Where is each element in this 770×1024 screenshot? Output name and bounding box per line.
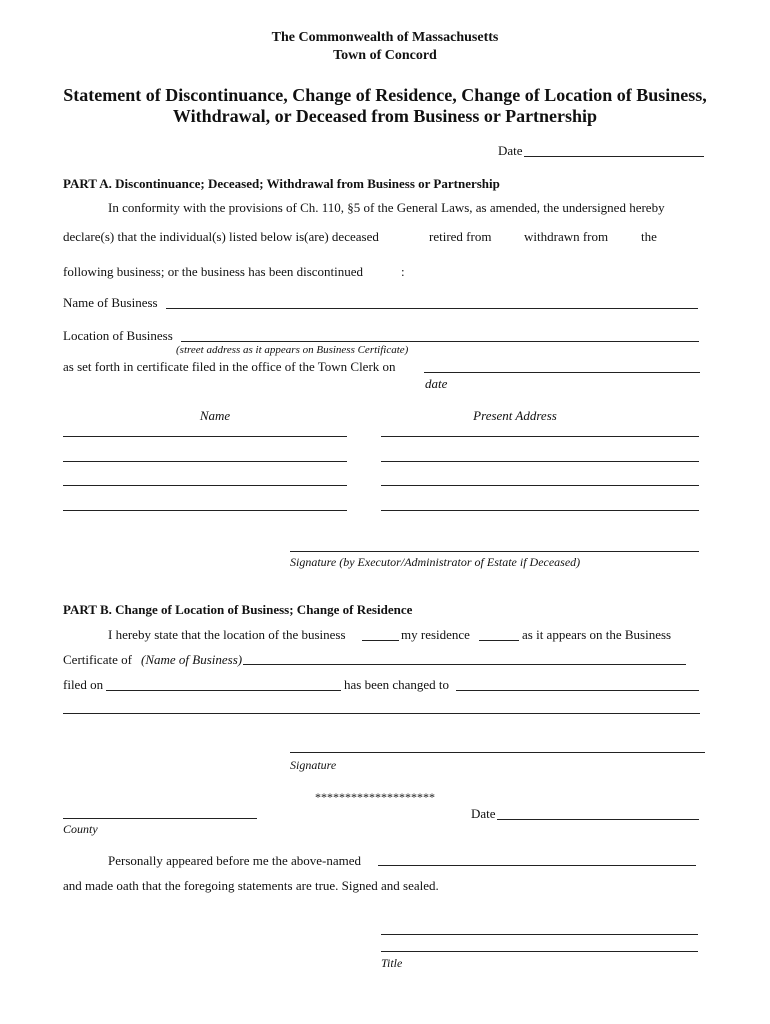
part-b-line-1a: I hereby state that the location of the business (108, 627, 346, 642)
part-a-para-line-1: In conformity with the provisions of Ch. 110, §5 of the General Laws, as amended, the undersigned hereby (108, 200, 665, 215)
part-b-signature-field[interactable] (290, 752, 705, 753)
county-label: County (63, 822, 98, 836)
name-field-3[interactable] (63, 485, 347, 486)
changed-to-field[interactable] (456, 690, 699, 691)
part-a-heading: PART A. Discontinuance; Deceased; Withdrawal from Business or Partnership (63, 176, 500, 191)
name-of-business-field[interactable] (166, 308, 698, 309)
location-of-business-label: Location of Business (63, 328, 173, 343)
notary-date-field[interactable] (497, 819, 699, 820)
business-location-check[interactable] (362, 640, 399, 641)
name-field-2[interactable] (63, 461, 347, 462)
filed-on-field[interactable] (106, 690, 341, 691)
part-a-para-line-3: following business; or the business has been discontinued (63, 264, 364, 279)
name-field-4[interactable] (63, 510, 347, 511)
option-withdrawn-from[interactable]: withdrawn from (524, 229, 609, 244)
option-the-text: the (641, 229, 657, 244)
colon: : (401, 264, 405, 279)
certificate-filed-label: as set forth in certificate filed in the office of the Town Clerk on (63, 359, 396, 374)
header-line-1: The Commonwealth of Massachusetts (271, 30, 499, 45)
location-hint: (street address as it appears on Business Certificate) (176, 344, 409, 356)
part-b-line-1c: as it appears on the Business (522, 627, 672, 642)
notary-signature-field[interactable] (381, 934, 698, 935)
option-retired-from[interactable]: retired from (429, 229, 492, 244)
separator-stars: ******************** (315, 790, 435, 804)
executor-signature-label: Signature (by Executor/Administrator of Estate if Deceased) (290, 555, 581, 569)
form-title-line-2: Withdrawal, or Deceased from Business or Partnership (172, 106, 598, 126)
name-of-business-label: Name of Business (63, 295, 158, 310)
column-name-header: Name (199, 408, 231, 423)
header-line-2: Town of Concord (333, 48, 437, 63)
address-field-4[interactable] (381, 510, 699, 511)
part-b-signature-label: Signature (290, 758, 337, 772)
form-title-line-1: Statement of Discontinuance, Change of Residence, Change of Location of Business, (63, 85, 707, 105)
title-label: Title (381, 956, 403, 970)
executor-signature-field[interactable] (290, 551, 699, 552)
address-field-1[interactable] (381, 436, 699, 437)
oath-text: and made oath that the foregoing statements are true. Signed and sealed. (63, 878, 439, 893)
date-field[interactable] (524, 156, 704, 157)
changed-to-label: has been changed to (344, 677, 450, 692)
notary-title-field[interactable] (381, 951, 698, 952)
filed-on-label: filed on (63, 677, 104, 692)
county-field[interactable] (63, 818, 257, 819)
part-b-line-2b: (Name of Business) (141, 652, 243, 667)
notary-date-label: Date (471, 806, 496, 821)
changed-to-field-continued[interactable] (63, 713, 700, 714)
address-field-3[interactable] (381, 485, 699, 486)
part-a-para-line-2: declare(s) that the individual(s) listed below is(are) deceased (63, 229, 379, 244)
appeared-text: Personally appeared before me the above-named (108, 853, 362, 868)
part-b-line-1b: my residence (401, 627, 470, 642)
column-address-header: Present Address (473, 408, 557, 423)
address-field-2[interactable] (381, 461, 699, 462)
part-b-heading: PART B. Change of Location of Business; Change of Residence (63, 602, 413, 617)
date-hint: date (425, 376, 448, 391)
certificate-date-field[interactable] (424, 372, 700, 373)
certificate-business-name-field[interactable] (243, 664, 686, 665)
part-b-line-2a: Certificate of (63, 652, 132, 667)
residence-check[interactable] (479, 640, 519, 641)
appeared-name-field[interactable] (378, 865, 696, 866)
date-label: Date (498, 143, 523, 158)
name-field-1[interactable] (63, 436, 347, 437)
location-of-business-field[interactable] (181, 341, 699, 342)
